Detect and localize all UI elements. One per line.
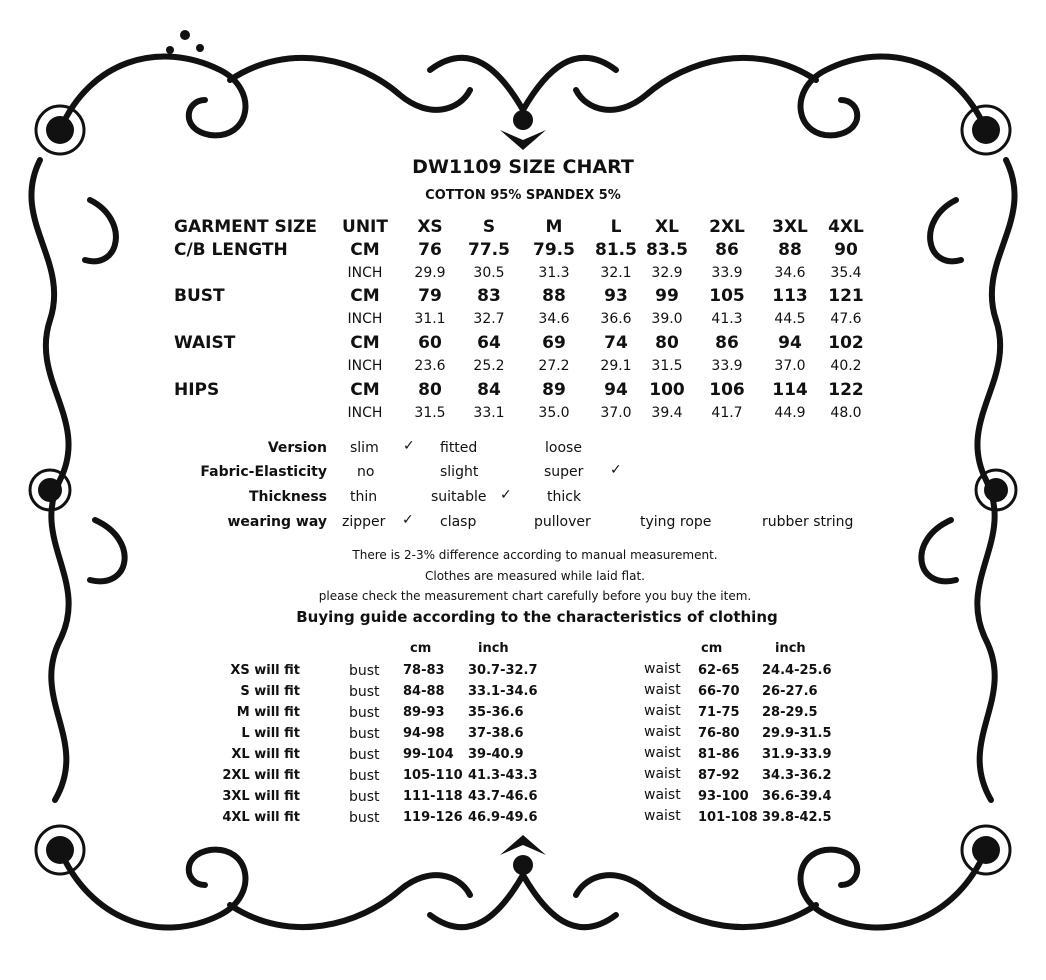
cm-value: 80 xyxy=(655,333,679,353)
header-l: L xyxy=(610,217,622,237)
attribute-option: tying rope xyxy=(640,514,712,530)
waist-cm: 62-65 xyxy=(698,663,740,678)
attribute-option: no xyxy=(357,464,375,480)
check-icon: ✓ xyxy=(402,512,414,528)
cm-value: 79.5 xyxy=(533,240,575,260)
header-s: S xyxy=(482,217,496,237)
col-head-cm: cm xyxy=(410,641,432,656)
inch-value: 25.2 xyxy=(473,358,505,374)
fit-size-label: 2XL will fit xyxy=(222,768,300,783)
inch-value: 31.5 xyxy=(651,358,683,374)
waist-label: waist xyxy=(644,766,681,782)
note-line: please check the measurement chart carefully before you buy the item. xyxy=(318,589,752,603)
col-head-inch: inch xyxy=(478,641,509,656)
cm-value: 64 xyxy=(477,333,501,353)
waist-label: waist xyxy=(644,724,681,740)
waist-inch: 39.8-42.5 xyxy=(762,810,832,825)
unit-cm: CM xyxy=(350,240,380,260)
header-xl: XL xyxy=(655,217,679,237)
header-3xl: 3XL xyxy=(772,217,808,237)
cm-value: 93 xyxy=(604,286,628,306)
attribute-option: slim xyxy=(350,440,379,456)
waist-cm: 101-108 xyxy=(698,810,758,825)
bust-inch: 35-36.6 xyxy=(468,705,524,720)
bust-inch: 43.7-46.6 xyxy=(468,789,538,804)
bust-label: bust xyxy=(349,705,380,721)
row-label-waist: WAIST xyxy=(174,333,236,353)
inch-value: 41.3 xyxy=(711,311,743,327)
waist-inch: 31.9-33.9 xyxy=(762,747,832,762)
waist-label: waist xyxy=(644,787,681,803)
header-2xl: 2XL xyxy=(709,217,745,237)
attribute-label: Version xyxy=(267,440,327,456)
inch-value: 35.0 xyxy=(538,405,570,421)
cm-value: 60 xyxy=(418,333,442,353)
inch-value: 44.5 xyxy=(774,311,806,327)
inch-value: 33.9 xyxy=(711,358,743,374)
waist-inch: 34.3-36.2 xyxy=(762,768,832,783)
cm-value: 113 xyxy=(772,286,808,306)
inch-value: 32.7 xyxy=(473,311,505,327)
inch-value: 30.5 xyxy=(473,265,505,281)
cm-value: 86 xyxy=(715,333,739,353)
bust-inch: 39-40.9 xyxy=(468,747,524,762)
bust-label: bust xyxy=(349,726,380,742)
inch-value: 31.5 xyxy=(414,405,446,421)
cm-value: 114 xyxy=(772,380,808,400)
row-label-bust: BUST xyxy=(174,286,225,306)
bust-label: bust xyxy=(349,768,380,784)
cm-value: 83 xyxy=(477,286,501,306)
bust-cm: 78-83 xyxy=(403,663,445,678)
cm-value: 94 xyxy=(778,333,802,353)
bust-label: bust xyxy=(349,747,380,763)
note-line: There is 2-3% difference according to manual measurement. xyxy=(352,548,718,562)
bust-cm: 94-98 xyxy=(403,726,445,741)
fit-size-label: L will fit xyxy=(241,726,300,741)
waist-cm: 93-100 xyxy=(698,789,749,804)
cm-value: 74 xyxy=(604,333,628,353)
bust-cm: 99-104 xyxy=(403,747,454,762)
attribute-option: slight xyxy=(440,464,479,480)
inch-value: 32.9 xyxy=(651,265,683,281)
bust-cm: 111-118 xyxy=(403,789,463,804)
waist-inch: 26-27.6 xyxy=(762,684,818,699)
header-xs: XS xyxy=(417,217,443,237)
attribute-option: clasp xyxy=(440,514,477,530)
fit-size-label: 3XL will fit xyxy=(222,789,300,804)
inch-value: 23.6 xyxy=(414,358,446,374)
inch-value: 29.9 xyxy=(414,265,446,281)
bust-inch: 46.9-49.6 xyxy=(468,810,538,825)
cm-value: 81.5 xyxy=(595,240,637,260)
attribute-option: pullover xyxy=(534,514,591,530)
cm-value: 122 xyxy=(828,380,864,400)
waist-cm: 71-75 xyxy=(698,705,740,720)
cm-value: 94 xyxy=(604,380,628,400)
attribute-label: wearing way xyxy=(227,514,327,530)
bust-inch: 30.7-32.7 xyxy=(468,663,538,678)
inch-value: 39.0 xyxy=(651,311,683,327)
cm-value: 77.5 xyxy=(468,240,510,260)
unit-cm: CM xyxy=(350,286,380,306)
header-unit: UNIT xyxy=(342,217,388,237)
unit-inch: INCH xyxy=(347,311,383,327)
cm-value: 90 xyxy=(834,240,858,260)
inch-value: 37.0 xyxy=(774,358,806,374)
fit-size-label: 4XL will fit xyxy=(222,810,300,825)
cm-value: 102 xyxy=(828,333,864,353)
unit-inch: INCH xyxy=(347,405,383,421)
waist-cm: 66-70 xyxy=(698,684,740,699)
bust-label: bust xyxy=(349,684,380,700)
cm-value: 84 xyxy=(477,380,501,400)
cm-value: 76 xyxy=(418,240,442,260)
cm-value: 69 xyxy=(542,333,566,353)
inch-value: 39.4 xyxy=(651,405,683,421)
inch-value: 47.6 xyxy=(830,311,862,327)
row-label-hips: HIPS xyxy=(174,380,220,400)
cm-value: 88 xyxy=(778,240,802,260)
cm-value: 86 xyxy=(715,240,739,260)
bust-label: bust xyxy=(349,663,380,679)
fit-size-label: XS will fit xyxy=(230,663,300,678)
cm-value: 89 xyxy=(542,380,566,400)
inch-value: 31.3 xyxy=(538,265,570,281)
attribute-label: Fabric-Elasticity xyxy=(200,464,327,480)
inch-value: 37.0 xyxy=(600,405,632,421)
inch-value: 40.2 xyxy=(830,358,862,374)
fabric-composition: COTTON 95% SPANDEX 5% xyxy=(425,188,621,203)
chart-title: DW1109 SIZE CHART xyxy=(412,156,634,178)
unit-inch: INCH xyxy=(347,265,383,281)
bust-inch: 41.3-43.3 xyxy=(468,768,538,783)
waist-label: waist xyxy=(644,682,681,698)
note-line: Clothes are measured while laid flat. xyxy=(425,569,645,583)
attribute-option: thick xyxy=(547,489,582,505)
waist-inch: 36.6-39.4 xyxy=(762,789,832,804)
bust-inch: 37-38.6 xyxy=(468,726,524,741)
cm-value: 121 xyxy=(828,286,864,306)
waist-cm: 81-86 xyxy=(698,747,740,762)
header-garment-size: GARMENT SIZE xyxy=(174,217,317,237)
bust-cm: 105-110 xyxy=(403,768,463,783)
attribute-option: suitable xyxy=(431,489,487,505)
waist-cm: 76-80 xyxy=(698,726,740,741)
check-icon: ✓ xyxy=(403,438,415,454)
cm-value: 106 xyxy=(709,380,745,400)
attribute-option: zipper xyxy=(342,514,386,530)
unit-cm: CM xyxy=(350,380,380,400)
cm-value: 105 xyxy=(709,286,745,306)
inch-value: 34.6 xyxy=(538,311,570,327)
buying-guide-title: Buying guide according to the characteristics of clothing xyxy=(296,608,778,626)
waist-label: waist xyxy=(644,745,681,761)
cm-value: 80 xyxy=(418,380,442,400)
waist-inch: 29.9-31.5 xyxy=(762,726,832,741)
inch-value: 48.0 xyxy=(830,405,862,421)
inch-value: 36.6 xyxy=(600,311,632,327)
unit-inch: INCH xyxy=(347,358,383,374)
bust-label: bust xyxy=(349,810,380,826)
inch-value: 31.1 xyxy=(414,311,446,327)
inch-value: 34.6 xyxy=(774,265,806,281)
inch-value: 32.1 xyxy=(600,265,632,281)
attribute-option: loose xyxy=(545,440,582,456)
header-m: M xyxy=(545,217,563,237)
attribute-option: rubber string xyxy=(762,514,854,530)
row-label-c-b-length: C/B LENGTH xyxy=(174,240,288,260)
bust-cm: 89-93 xyxy=(403,705,445,720)
waist-label: waist xyxy=(644,703,681,719)
waist-label: waist xyxy=(644,661,681,677)
cm-value: 99 xyxy=(655,286,679,306)
inch-value: 33.9 xyxy=(711,265,743,281)
waist-cm: 87-92 xyxy=(698,768,740,783)
cm-value: 79 xyxy=(418,286,442,306)
attribute-label: Thickness xyxy=(248,489,327,505)
attribute-option: fitted xyxy=(440,440,478,456)
cm-value: 88 xyxy=(542,286,566,306)
cm-value: 83.5 xyxy=(646,240,688,260)
inch-value: 41.7 xyxy=(711,405,743,421)
fit-size-label: M will fit xyxy=(236,705,300,720)
bust-inch: 33.1-34.6 xyxy=(468,684,538,699)
cm-value: 100 xyxy=(649,380,685,400)
unit-cm: CM xyxy=(350,333,380,353)
header-4xl: 4XL xyxy=(828,217,864,237)
waist-inch: 24.4-25.6 xyxy=(762,663,832,678)
attribute-option: super xyxy=(544,464,584,480)
fit-size-label: S will fit xyxy=(240,684,300,699)
inch-value: 44.9 xyxy=(774,405,806,421)
bust-cm: 119-126 xyxy=(403,810,463,825)
col-head-inch: inch xyxy=(775,641,806,656)
bust-cm: 84-88 xyxy=(403,684,445,699)
attribute-option: thin xyxy=(350,489,378,505)
col-head-cm: cm xyxy=(701,641,723,656)
inch-value: 35.4 xyxy=(830,265,862,281)
inch-value: 27.2 xyxy=(538,358,570,374)
check-icon: ✓ xyxy=(610,462,622,478)
fit-size-label: XL will fit xyxy=(231,747,300,762)
inch-value: 33.1 xyxy=(473,405,505,421)
waist-inch: 28-29.5 xyxy=(762,705,818,720)
inch-value: 29.1 xyxy=(600,358,632,374)
waist-label: waist xyxy=(644,808,681,824)
bust-label: bust xyxy=(349,789,380,805)
check-icon: ✓ xyxy=(500,487,512,503)
